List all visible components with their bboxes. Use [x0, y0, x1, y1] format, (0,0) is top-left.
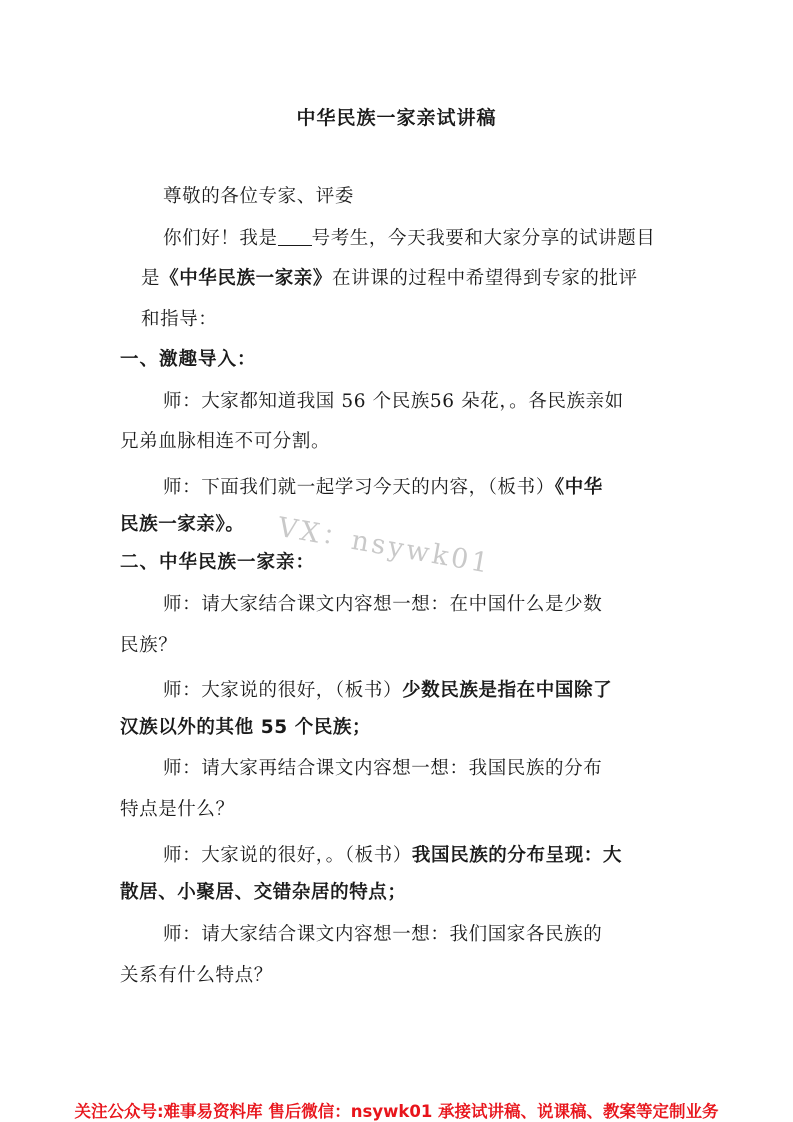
paragraph-line	[163, 842, 622, 870]
intro-text: 是	[141, 268, 161, 289]
document-title: 中华民族一家亲试讲稿	[296, 107, 497, 129]
intro-line-2	[141, 265, 638, 293]
board-writing-bold: 少数民族是指在中国除了	[402, 680, 613, 701]
intro-text: 在讲课的过程中希望得到专家的批评	[332, 268, 638, 289]
paragraph-line: 师：请大家再结合课文内容想一想：我国民族的分布	[163, 758, 603, 779]
intro-line-1	[163, 225, 655, 253]
paragraph-line: 特点是什么？	[120, 799, 235, 820]
intro-text: 你们好！我是	[163, 228, 278, 249]
paragraph-text: 师：大家说的很好，（板书）	[163, 680, 403, 701]
paragraph-text: 师：下面我们就一起学习今天的内容，（板书）	[163, 477, 555, 498]
paragraph-line: 师：请大家结合课文内容想一想：在中国什么是少数	[163, 594, 603, 615]
intro-line-3: 和指导：	[141, 309, 218, 330]
intro-text: 号考生，今天我要和大家分享的试讲题目	[311, 228, 656, 249]
board-writing-bold: 《中华	[554, 477, 603, 498]
paragraph-line: 师：大家都知道我国 56 个民族56 朵花，。各民族亲如	[163, 391, 624, 412]
board-writing-bold: 民族一家亲》。	[120, 514, 245, 535]
candidate-number-blank	[278, 227, 312, 246]
board-writing-bold: 我国民族的分布呈现：大	[411, 845, 623, 866]
paragraph-line: 师：请大家结合课文内容想一想：我们国家各民族的	[163, 924, 603, 945]
paragraph-line: 兄弟血脉相连不可分割。	[120, 431, 331, 452]
board-writing-bold: 散居、小聚居、交错杂居的特点；	[120, 882, 407, 903]
section-1-heading: 一、激趣导入：	[120, 349, 257, 370]
paragraph-line: 关系有什么特点？	[120, 965, 273, 986]
paragraph-line: 民族？	[120, 635, 178, 656]
paragraph-line	[163, 677, 612, 705]
board-writing-bold: 汉族以外的其他 55 个民族；	[120, 717, 372, 738]
section-2-heading: 二、中华民族一家亲：	[120, 552, 316, 573]
paragraph-text: 师：大家说的很好，。（板书）	[163, 845, 412, 866]
lesson-title-bold: 《中华民族一家亲》	[160, 268, 333, 289]
footer-promo: 关注公众号:难事易资料库 售后微信：nsywk01 承接试讲稿、说课稿、教案等定制业务	[74, 1102, 719, 1121]
greeting: 尊敬的各位专家、评委	[163, 186, 355, 207]
paragraph-line	[163, 474, 603, 502]
watermark: VX：nsywk01	[275, 511, 494, 580]
